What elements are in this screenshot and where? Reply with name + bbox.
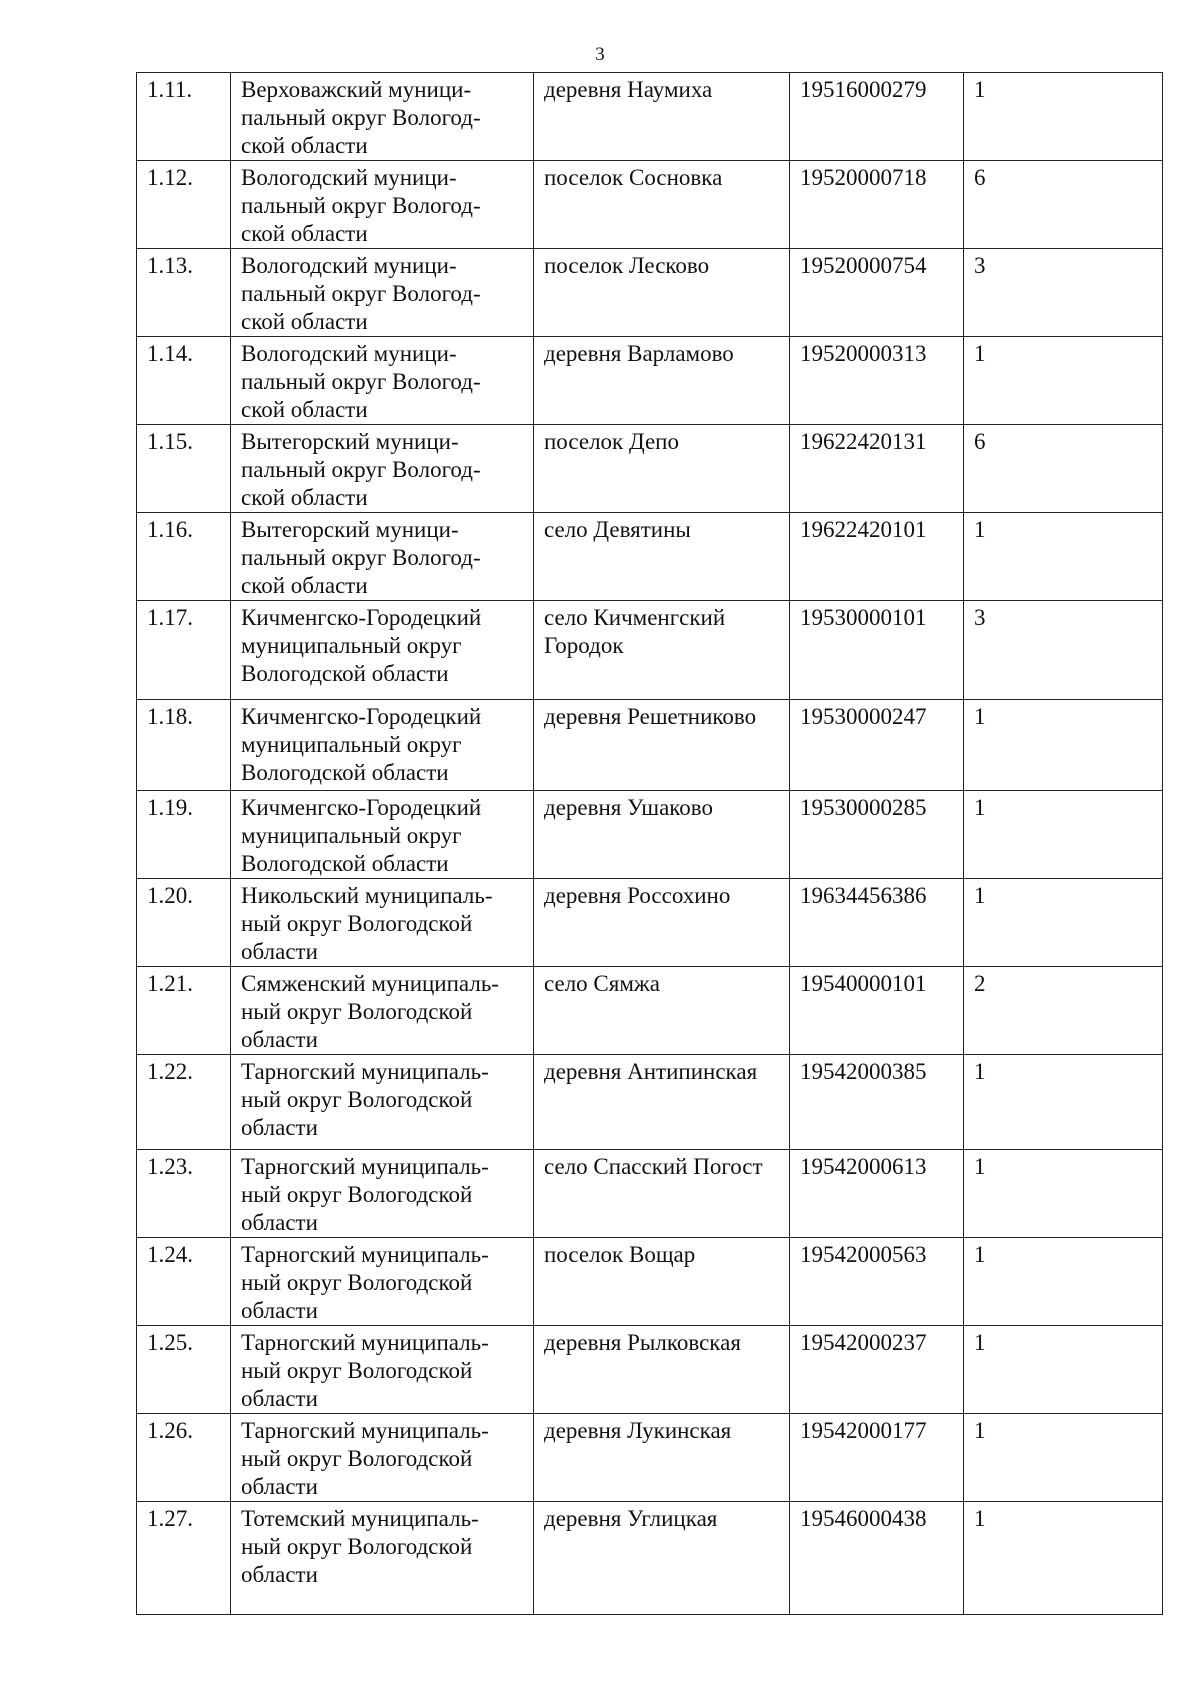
settlement-code: 19542000563 (800, 1242, 927, 1267)
code-cell (790, 1326, 964, 1414)
code-cell (790, 1502, 964, 1615)
row-number: 1.11. (147, 77, 193, 102)
district-line: Сямженский муниципаль- (241, 971, 499, 996)
row-number: 1.21. (147, 971, 193, 996)
settlement-cell (534, 967, 790, 1055)
settlement-line: деревня Наумиха (544, 77, 713, 102)
district-line: ный округ Вологодской (241, 911, 473, 936)
count-value: 1 (974, 1418, 986, 1443)
table-row (137, 1055, 1163, 1150)
district-line: ный округ Вологодской (241, 999, 473, 1024)
settlement-cell (534, 337, 790, 425)
count-cell (964, 700, 1163, 791)
settlement-cell (534, 1502, 790, 1615)
count-value: 3 (974, 605, 986, 630)
district-cell (231, 249, 534, 337)
district-cell (231, 1414, 534, 1502)
count-value: 1 (974, 1242, 986, 1267)
code-cell (790, 73, 964, 161)
district-line: Тарногский муниципаль- (241, 1154, 489, 1179)
district-line: ный округ Вологодской (241, 1087, 473, 1112)
count-value: 2 (974, 971, 986, 996)
district-line: Кичменгско-Городецкий (241, 704, 482, 729)
row-number-cell (137, 73, 231, 161)
code-cell (790, 601, 964, 700)
row-number: 1.12. (147, 165, 193, 190)
settlement-code: 19542000613 (800, 1154, 927, 1179)
row-number: 1.17. (147, 605, 193, 630)
row-number: 1.19. (147, 795, 193, 820)
table-row (137, 879, 1163, 967)
settlement-code: 19542000237 (800, 1330, 927, 1355)
district-line: Вологодской области (241, 851, 449, 876)
table-body (137, 73, 1163, 1615)
table-row (137, 967, 1163, 1055)
count-cell (964, 601, 1163, 700)
settlement-line: поселок Вощар (544, 1242, 696, 1267)
table-row (137, 601, 1163, 700)
district-line: Вытегорский муници- (241, 517, 459, 542)
count-cell (964, 791, 1163, 879)
district-cell (231, 791, 534, 879)
row-number: 1.26. (147, 1418, 193, 1443)
settlement-line: деревня Россохино (544, 883, 731, 908)
count-value: 1 (974, 77, 986, 102)
table-row (137, 1502, 1163, 1615)
count-cell (964, 1150, 1163, 1238)
district-cell (231, 161, 534, 249)
page-number: 3 (595, 44, 605, 65)
district-line: ный округ Вологодской (241, 1534, 473, 1559)
settlement-code: 19530000247 (800, 704, 927, 729)
settlement-cell (534, 513, 790, 601)
district-cell (231, 700, 534, 791)
count-cell (964, 73, 1163, 161)
row-number: 1.16. (147, 517, 193, 542)
district-cell (231, 337, 534, 425)
count-cell (964, 513, 1163, 601)
district-line: Тарногский муниципаль- (241, 1059, 489, 1084)
count-value: 1 (974, 795, 986, 820)
district-line: области (241, 1210, 318, 1235)
row-number: 1.22. (147, 1059, 193, 1084)
settlement-cell (534, 1238, 790, 1326)
count-cell (964, 337, 1163, 425)
code-cell (790, 337, 964, 425)
settlement-code: 19520000718 (800, 165, 927, 190)
code-cell (790, 967, 964, 1055)
row-number-cell (137, 1502, 231, 1615)
row-number: 1.23. (147, 1154, 193, 1179)
count-value: 1 (974, 704, 986, 729)
table-row (137, 425, 1163, 513)
code-cell (790, 513, 964, 601)
row-number-cell (137, 879, 231, 967)
row-number: 1.25. (147, 1330, 193, 1355)
district-line: Тарногский муниципаль- (241, 1330, 489, 1355)
district-line: области (241, 1027, 318, 1052)
settlement-code: 19622420101 (800, 517, 927, 542)
row-number: 1.15. (147, 429, 193, 454)
code-cell (790, 1150, 964, 1238)
settlement-code: 19530000285 (800, 795, 927, 820)
count-value: 1 (974, 1059, 986, 1084)
settlement-cell (534, 1326, 790, 1414)
district-cell (231, 1326, 534, 1414)
settlement-code: 19542000177 (800, 1418, 927, 1443)
settlement-cell (534, 1414, 790, 1502)
code-cell (790, 249, 964, 337)
district-cell (231, 879, 534, 967)
count-cell (964, 1326, 1163, 1414)
district-line: Верховажский муници- (241, 77, 472, 102)
district-line: пальный округ Вологод- (241, 105, 481, 130)
district-line: ской области (241, 309, 368, 334)
district-cell (231, 1238, 534, 1326)
table-row (137, 1238, 1163, 1326)
count-value: 1 (974, 341, 986, 366)
table-row (137, 1150, 1163, 1238)
count-cell (964, 249, 1163, 337)
count-value: 1 (974, 1154, 986, 1179)
district-line: Кичменгско-Городецкий (241, 605, 482, 630)
settlement-cell (534, 1055, 790, 1150)
settlement-code: 19530000101 (800, 605, 927, 630)
count-value: 1 (974, 1330, 986, 1355)
district-line: области (241, 1115, 318, 1140)
district-line: пальный округ Вологод- (241, 457, 481, 482)
code-cell (790, 161, 964, 249)
count-cell (964, 1414, 1163, 1502)
settlement-line: деревня Ушаково (544, 795, 714, 820)
district-line: ской области (241, 485, 368, 510)
settlement-cell (534, 425, 790, 513)
district-cell (231, 1055, 534, 1150)
settlement-line: деревня Антипинская (544, 1059, 758, 1084)
settlement-line: деревня Лукинская (544, 1418, 732, 1443)
code-cell (790, 791, 964, 879)
code-cell (790, 425, 964, 513)
settlement-line: деревня Рылковская (544, 1330, 741, 1355)
count-value: 1 (974, 1506, 986, 1531)
row-number-cell (137, 791, 231, 879)
settlement-code: 19520000754 (800, 253, 927, 278)
row-number-cell (137, 700, 231, 791)
row-number: 1.27. (147, 1506, 193, 1531)
settlement-line: деревня Углицкая (544, 1506, 718, 1531)
table-row (137, 337, 1163, 425)
table-row (137, 791, 1163, 879)
district-cell (231, 1502, 534, 1615)
district-line: Тарногский муниципаль- (241, 1242, 489, 1267)
settlement-cell (534, 249, 790, 337)
district-line: области (241, 1562, 318, 1587)
settlement-line: деревня Решетниково (544, 704, 757, 729)
district-line: пальный округ Вологод- (241, 281, 481, 306)
row-number-cell (137, 513, 231, 601)
settlement-cell (534, 879, 790, 967)
count-value: 6 (974, 429, 986, 454)
district-line: ный округ Вологодской (241, 1270, 473, 1295)
district-line: пальный округ Вологод- (241, 369, 481, 394)
district-line: ный округ Вологодской (241, 1358, 473, 1383)
district-cell (231, 425, 534, 513)
district-line: Вологодской области (241, 760, 449, 785)
settlement-code: 19516000279 (800, 77, 927, 102)
district-line: области (241, 1298, 318, 1323)
settlement-cell (534, 601, 790, 700)
count-value: 1 (974, 883, 986, 908)
district-line: Никольский муниципаль- (241, 883, 493, 908)
count-cell (964, 1502, 1163, 1615)
row-number-cell (137, 967, 231, 1055)
settlement-line: село Спасский Погост (544, 1154, 763, 1179)
table-row (137, 1326, 1163, 1414)
settlement-code: 19540000101 (800, 971, 927, 996)
district-line: муниципальный округ (241, 732, 462, 757)
row-number: 1.14. (147, 341, 193, 366)
code-cell (790, 1238, 964, 1326)
district-line: пальный округ Вологод- (241, 545, 481, 570)
row-number-cell (137, 161, 231, 249)
settlement-code: 19542000385 (800, 1059, 927, 1084)
settlement-code: 19520000313 (800, 341, 927, 366)
district-line: Вологодский муници- (241, 341, 457, 366)
district-line: области (241, 939, 318, 964)
district-line: Вологодской области (241, 661, 449, 686)
district-line: муниципальный округ (241, 823, 462, 848)
settlement-cell (534, 1150, 790, 1238)
district-line: ный округ Вологодской (241, 1446, 473, 1471)
district-line: области (241, 1474, 318, 1499)
row-number-cell (137, 337, 231, 425)
district-cell (231, 967, 534, 1055)
code-cell (790, 1055, 964, 1150)
row-number: 1.18. (147, 704, 193, 729)
settlement-code: 19634456386 (800, 883, 927, 908)
district-line: ской области (241, 573, 368, 598)
settlement-line: поселок Сосновка (544, 165, 723, 190)
district-line: Вологодский муници- (241, 253, 457, 278)
row-number-cell (137, 1326, 231, 1414)
table-row (137, 249, 1163, 337)
district-line: ской области (241, 133, 368, 158)
settlement-cell (534, 700, 790, 791)
count-cell (964, 161, 1163, 249)
settlement-code: 19622420131 (800, 429, 927, 454)
district-line: Вологодский муници- (241, 165, 457, 190)
row-number-cell (137, 249, 231, 337)
row-number-cell (137, 1414, 231, 1502)
settlements-table (136, 72, 1163, 1615)
code-cell (790, 879, 964, 967)
district-line: ской области (241, 221, 368, 246)
row-number: 1.13. (147, 253, 193, 278)
count-value: 1 (974, 517, 986, 542)
row-number: 1.20. (147, 883, 193, 908)
district-cell (231, 73, 534, 161)
row-number-cell (137, 1055, 231, 1150)
settlement-line: село Сямжа (544, 971, 660, 996)
count-value: 3 (974, 253, 986, 278)
district-line: Тотемский муниципаль- (241, 1506, 479, 1531)
settlement-line: поселок Лесково (544, 253, 710, 278)
table-row (137, 513, 1163, 601)
settlement-line: село Девятины (544, 517, 691, 542)
count-cell (964, 967, 1163, 1055)
code-cell (790, 1414, 964, 1502)
district-line: Вытегорский муници- (241, 429, 459, 454)
settlement-line: поселок Депо (544, 429, 679, 454)
settlement-line: село Кичменгский (544, 605, 726, 630)
settlement-cell (534, 161, 790, 249)
settlement-cell (534, 73, 790, 161)
settlement-line: деревня Варламово (544, 341, 734, 366)
district-line: пальный округ Вологод- (241, 193, 481, 218)
settlement-line: Городок (544, 633, 624, 658)
count-value: 6 (974, 165, 986, 190)
row-number-cell (137, 1238, 231, 1326)
table-row (137, 161, 1163, 249)
count-cell (964, 425, 1163, 513)
row-number-cell (137, 1150, 231, 1238)
table-row (137, 73, 1163, 161)
row-number-cell (137, 425, 231, 513)
count-cell (964, 879, 1163, 967)
row-number-cell (137, 601, 231, 700)
row-number: 1.24. (147, 1242, 193, 1267)
code-cell (790, 700, 964, 791)
district-line: области (241, 1386, 318, 1411)
district-line: ный округ Вологодской (241, 1182, 473, 1207)
district-line: Кичменгско-Городецкий (241, 795, 482, 820)
table-row (137, 700, 1163, 791)
table-row (137, 1414, 1163, 1502)
settlement-cell (534, 791, 790, 879)
count-cell (964, 1238, 1163, 1326)
district-line: муниципальный округ (241, 633, 462, 658)
district-cell (231, 513, 534, 601)
district-line: Тарногский муниципаль- (241, 1418, 489, 1443)
count-cell (964, 1055, 1163, 1150)
settlement-code: 19546000438 (800, 1506, 927, 1531)
district-line: ской области (241, 397, 368, 422)
district-cell (231, 601, 534, 700)
district-cell (231, 1150, 534, 1238)
